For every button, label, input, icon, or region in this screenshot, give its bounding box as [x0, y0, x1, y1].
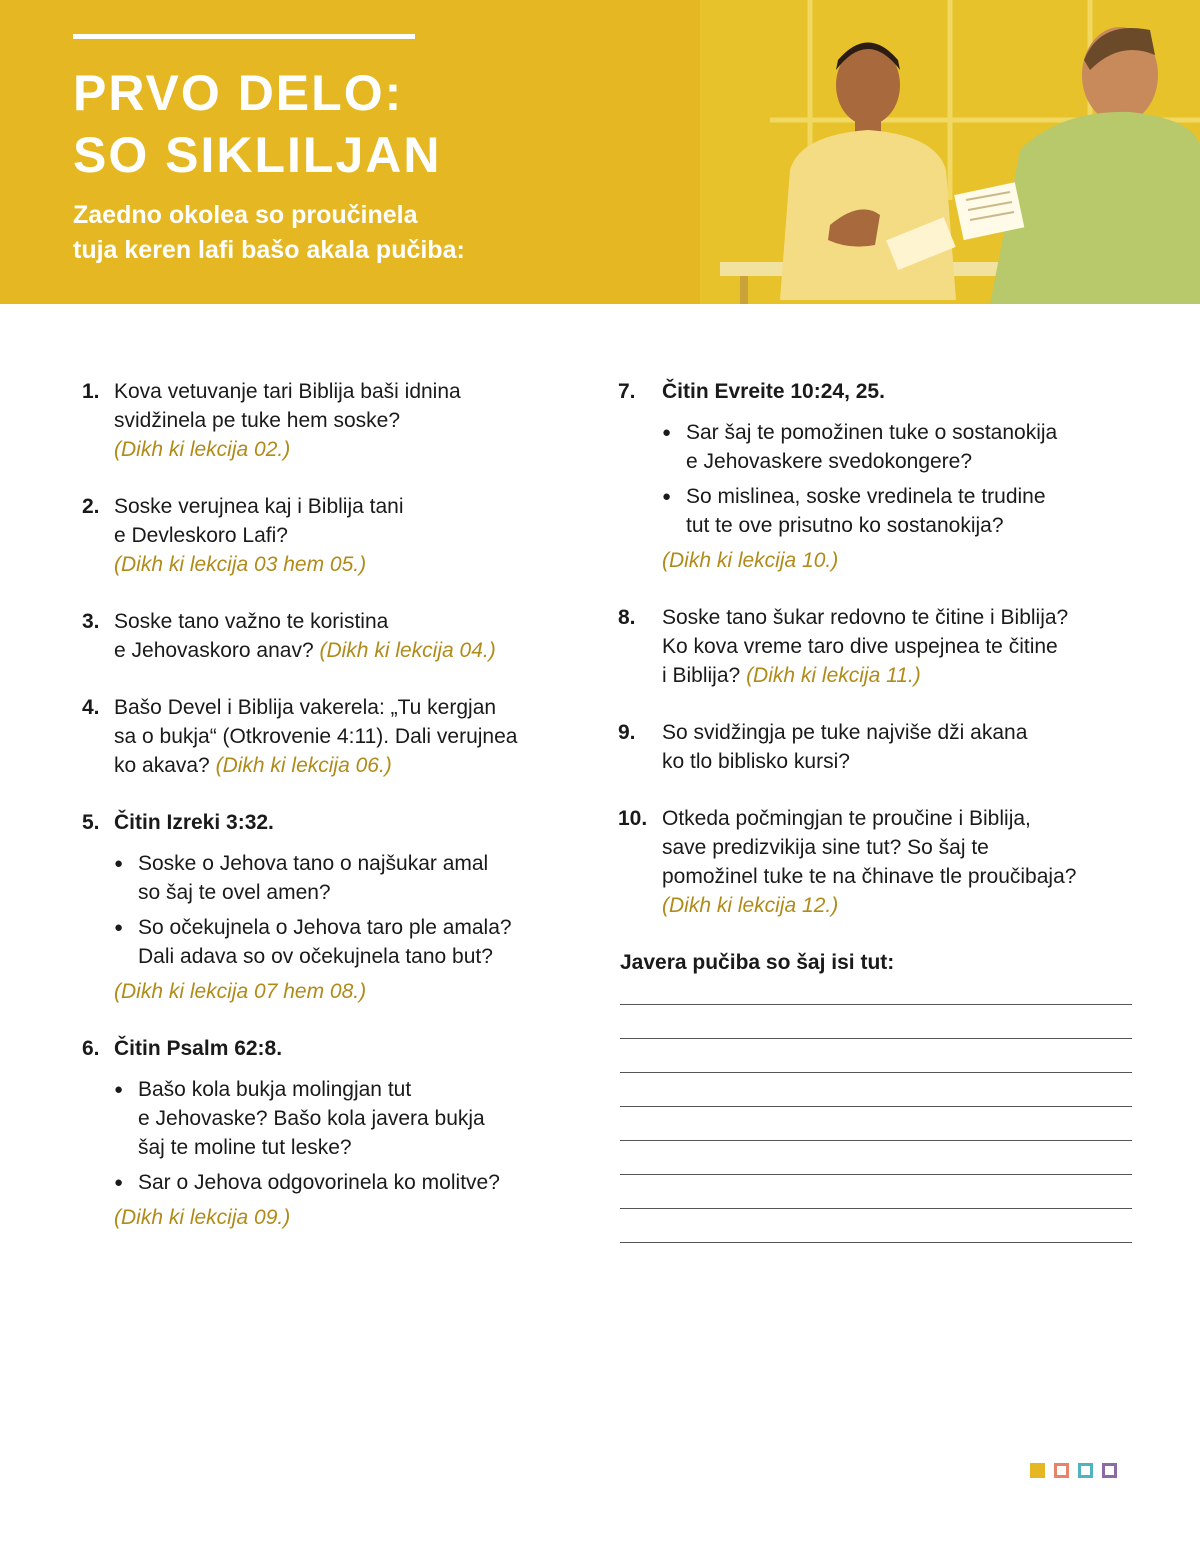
study-illustration	[700, 0, 1200, 304]
scripture-reading: Čitin Izreki 3:32.	[114, 811, 274, 834]
header-rule	[73, 34, 415, 39]
page-subtitle	[73, 198, 465, 268]
header-banner	[0, 0, 1200, 304]
question-item	[82, 693, 582, 780]
bullet-list	[662, 418, 1138, 540]
question-number: 4.	[82, 696, 100, 719]
page-title	[73, 62, 441, 186]
bullet-item: ● Soske o Jehova tano o najšukar amal so šaj te ovel amen?	[114, 849, 582, 907]
question-text: e Jehovaskoro anav?	[114, 639, 314, 662]
question-text: Bašo Devel i Biblija vakerela: „Tu kergjan	[114, 696, 497, 719]
lesson-reference: (Dikh ki lekcija 10.)	[662, 549, 839, 572]
question-item	[618, 804, 1138, 920]
bullet-item: ● Bašo kola bukja molingjan tut e Jehovaske? Bašo kola javera bukja šaj te moline tut leske?	[114, 1075, 582, 1162]
scripture-reading: Čitin Psalm 62:8.	[114, 1037, 283, 1060]
lesson-reference: (Dikh ki lekcija 04.)	[319, 639, 496, 662]
question-text: ko akava?	[114, 754, 210, 777]
question-text: ko tlo biblisko kursi?	[662, 750, 850, 773]
question-item	[82, 1034, 582, 1232]
question-number: 1.	[82, 380, 100, 403]
bullet-list	[114, 1075, 582, 1197]
question-text: pomožinel tuke te na čhinave tle proučibaja?	[662, 865, 1077, 888]
question-text: So svidžingja pe tuke najviše dži akana	[662, 721, 1028, 744]
question-text: svidžinela pe tuke hem soske?	[114, 409, 400, 432]
question-item	[618, 718, 1138, 776]
writing-line[interactable]	[620, 1038, 1132, 1039]
question-number: 9.	[618, 721, 636, 744]
question-text: e Devleskoro Lafi?	[114, 524, 288, 547]
writing-line[interactable]	[620, 1208, 1132, 1209]
question-text: i Biblija?	[662, 664, 741, 687]
empty-square-icon	[1054, 1463, 1069, 1478]
empty-square-icon	[1102, 1463, 1117, 1478]
bullet-item: ● So mislinea, soske vredinela te trudine tut te ove prisutno ko sostanokija?	[662, 482, 1138, 540]
question-number: 7.	[618, 380, 636, 403]
writing-line[interactable]	[620, 1106, 1132, 1107]
lesson-reference: (Dikh ki lekcija 11.)	[746, 664, 921, 687]
bullet-item: ● Sar o Jehova odgovorinela ko molitve?	[114, 1168, 582, 1197]
questions-column-left	[82, 377, 582, 1260]
lesson-reference: (Dikh ki lekcija 07 hem 08.)	[114, 980, 367, 1003]
question-number: 8.	[618, 606, 636, 629]
question-text: Soske verujnea kaj i Biblija tani	[114, 495, 404, 518]
writing-line[interactable]	[620, 1072, 1132, 1073]
bullet-item: ● So očekujnela o Jehova taro ple amala? Dali adava so ov očekujnela tano but?	[114, 913, 582, 971]
progress-squares	[1030, 1463, 1117, 1483]
question-text: save predizvikija sine tut? So šaj te	[662, 836, 989, 859]
question-number: 6.	[82, 1037, 100, 1060]
writing-line[interactable]	[620, 1174, 1132, 1175]
lesson-reference: (Dikh ki lekcija 06.)	[215, 754, 392, 777]
scripture-reading: Čitin Evreite 10:24, 25.	[662, 380, 885, 403]
additional-questions-heading: Javera pučiba so šaj isi tut:	[620, 951, 895, 974]
lesson-reference: (Dikh ki lekcija 09.)	[114, 1206, 291, 1229]
question-number: 3.	[82, 610, 100, 633]
lesson-reference: (Dikh ki lekcija 03 hem 05.)	[114, 553, 367, 576]
writing-line[interactable]	[620, 1140, 1132, 1141]
question-item	[82, 377, 582, 464]
question-item	[618, 603, 1138, 690]
question-number: 10.	[618, 807, 648, 830]
question-item	[82, 492, 582, 579]
lesson-reference: (Dikh ki lekcija 02.)	[114, 438, 291, 461]
answer-lines[interactable]	[620, 1004, 1132, 1276]
question-number: 2.	[82, 495, 100, 518]
bullet-list	[114, 849, 582, 971]
question-item	[618, 377, 1138, 575]
question-item	[82, 607, 582, 665]
question-text: Soske tano šukar redovno te čitine i Biblija?	[662, 606, 1069, 629]
writing-line[interactable]	[620, 1242, 1132, 1243]
questions-column-right	[618, 377, 1138, 948]
question-text: Ko kova vreme taro dive uspejnea te čitine	[662, 635, 1058, 658]
question-text: Otkeda počmingjan te proučine i Biblija,	[662, 807, 1031, 830]
question-text: Kova vetuvanje tari Biblija baši idnina	[114, 380, 461, 403]
bullet-item: ● Sar šaj te pomožinen tuke o sostanokija e Jehovaskere svedokongere?	[662, 418, 1138, 476]
lesson-reference: (Dikh ki lekcija 12.)	[662, 894, 839, 917]
question-item	[82, 808, 582, 1006]
empty-square-icon	[1078, 1463, 1093, 1478]
filled-square-icon	[1030, 1463, 1045, 1478]
subtitle-line: Zaedno okolea so proučinela	[73, 201, 418, 229]
subtitle-line: tuja keren lafi bašo akala pučiba:	[73, 236, 465, 264]
writing-line[interactable]	[620, 1004, 1132, 1005]
title-line: PRVO DELO:	[73, 65, 404, 121]
question-number: 5.	[82, 811, 100, 834]
question-text: sa o bukja“ (Otkrovenie 4:11). Dali verujnea	[114, 725, 518, 748]
title-line: SO SIKLILJAN	[73, 127, 442, 183]
question-text: Soske tano važno te koristina	[114, 610, 389, 633]
